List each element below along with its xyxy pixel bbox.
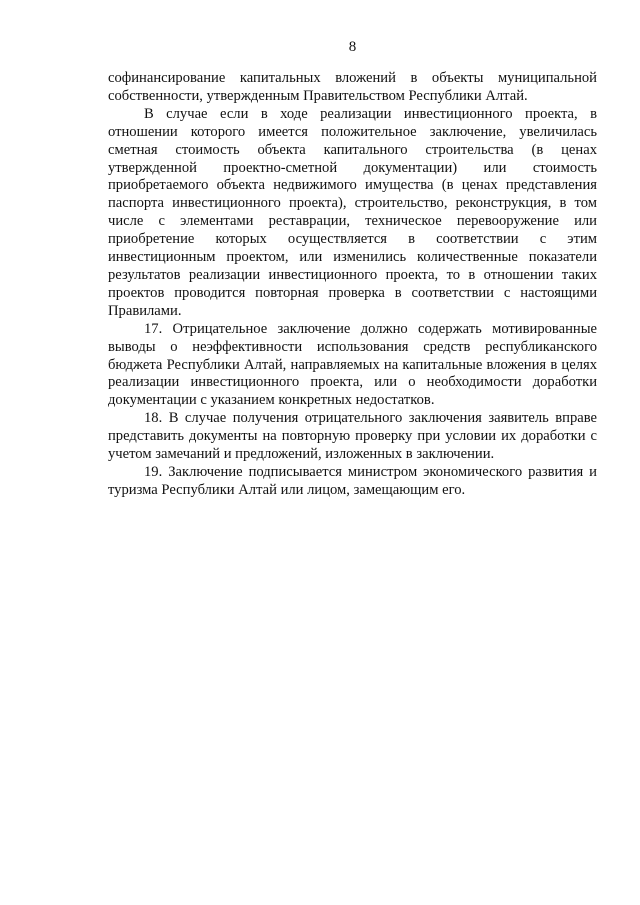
paragraph-repeat-check: В случае если в ходе реализации инвестиционного проекта, в отношении которого имеется положительное заключение, увеличилась сметная стоимость объекта капитального строительства (в ценах утвержденной проектно-сметной документации) или стоимость приобретаемого объекта недвижимого имущества (в ценах представления паспорта инвестиционного проекта), строительство, реконструкция, в том числе с элементами реставрации, техническое перевооружение или приобретение которых осуществляется в соответствии с этим инвестиционным проектом, или изменились количественные показатели результатов реализации инвестиционного проекта, то в отношении таких проектов проводится повторная проверка в соответствии с настоящими Правилами. xyxy=(108,105,597,319)
paragraph-17: 17. Отрицательное заключение должно содержать мотивированные выводы о неэффективности использования средств республиканского бюджета Республики Алтай, направляемых на капитальные вложения в целях реализации инвестиционного проекта, или о необходимости доработки документации с указанием конкретных недостатков. xyxy=(108,320,597,409)
page-number: 8 xyxy=(348,39,357,55)
paragraph-18: 18. В случае получения отрицательного заключения заявитель вправе представить документы на повторную проверку при условии их доработки с учетом замечаний и предложений, изложенных в заключении. xyxy=(108,410,597,463)
document-body xyxy=(108,70,597,500)
paragraph-19: 19. Заключение подписывается министром экономического развития и туризма Республики Алтай или лицом, замещающим его. xyxy=(108,463,597,498)
paragraph-continuation: софинансирование капитальных вложений в объекты муниципальной собственности, утвержденным Правительством Республики Алтай. xyxy=(108,70,597,104)
